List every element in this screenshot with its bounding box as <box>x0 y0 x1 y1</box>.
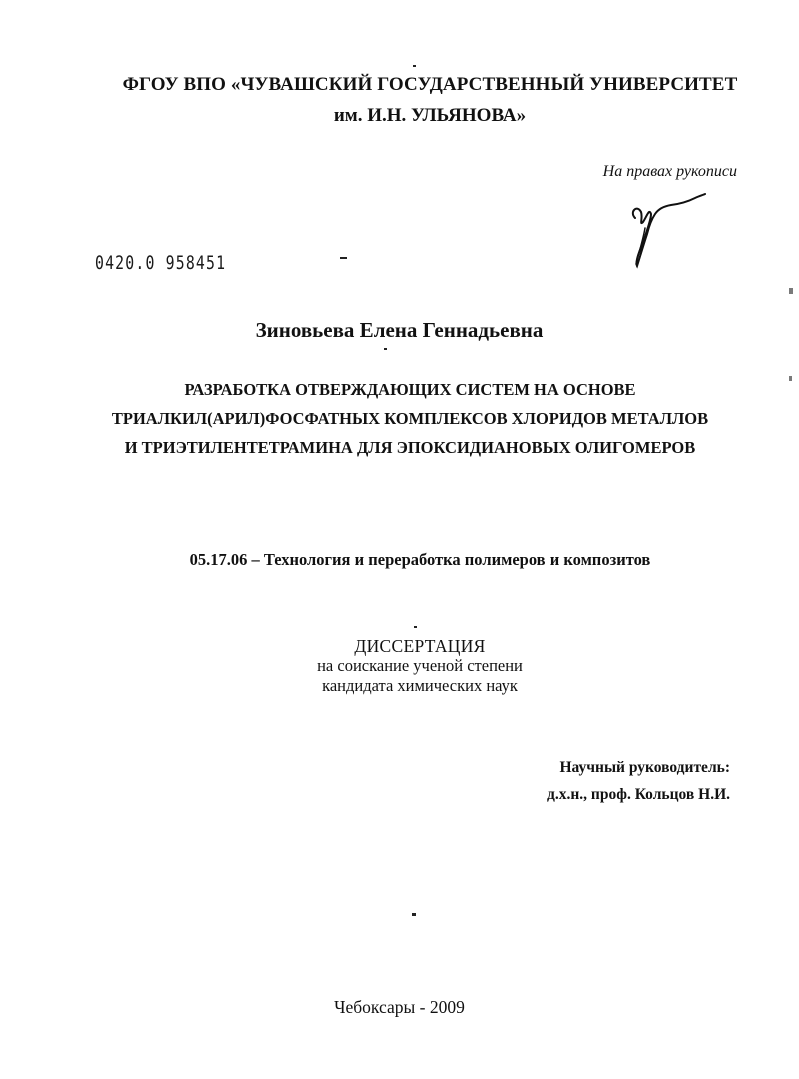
scan-speck <box>414 626 417 628</box>
supervisor-label: Научный руководитель: <box>559 759 730 776</box>
title-line-1: РАЗРАБОТКА ОТВЕРЖДАЮЩИХ СИСТЕМ НА ОСНОВЕ <box>184 380 636 399</box>
title-line-3: И ТРИЭТИЛЕНТЕТРАМИНА ДЛЯ ЭПОКСИДИАНОВЫХ ОЛИГОМЕРОВ <box>124 438 696 457</box>
signature-icon <box>625 190 715 270</box>
scan-speck <box>384 348 387 350</box>
library-stamp-number: 0420.0 958451 <box>95 252 227 274</box>
scan-speck <box>413 65 416 67</box>
supervisor-block <box>500 754 730 808</box>
dissertation-title <box>100 375 720 462</box>
scan-speck <box>340 257 347 259</box>
specialty-code: 05.17.06 – Технология и переработка полимеров и композитов <box>189 550 651 569</box>
manuscript-rights-note: На правах рукописи <box>602 163 737 180</box>
degree-line-2: кандидата химических наук <box>322 676 518 695</box>
scan-speck <box>789 288 793 294</box>
degree-heading: ДИССЕРТАЦИЯ <box>354 636 486 656</box>
title-line-2: ТРИАЛКИЛ(АРИЛ)ФОСФАТНЫХ КОМПЛЕКСОВ ХЛОРИДОВ МЕТАЛЛОВ <box>111 409 709 428</box>
organization-name-continued: им. И.Н. УЛЬЯНОВА» <box>333 105 527 126</box>
degree-info <box>220 636 620 696</box>
author-name: Зиновьева Елена Геннадьевна <box>255 318 544 342</box>
scan-speck <box>412 913 416 916</box>
degree-line-1: на соискание ученой степени <box>317 656 523 675</box>
city-year: Чебоксары - 2009 <box>334 997 465 1017</box>
scan-speck <box>789 376 792 381</box>
organization-name: ФГОУ ВПО «ЧУВАШСКИЙ ГОСУДАРСТВЕННЫЙ УНИВЕРСИТЕТ <box>122 74 738 95</box>
supervisor-name: д.х.н., проф. Кольцов Н.И. <box>547 786 730 803</box>
